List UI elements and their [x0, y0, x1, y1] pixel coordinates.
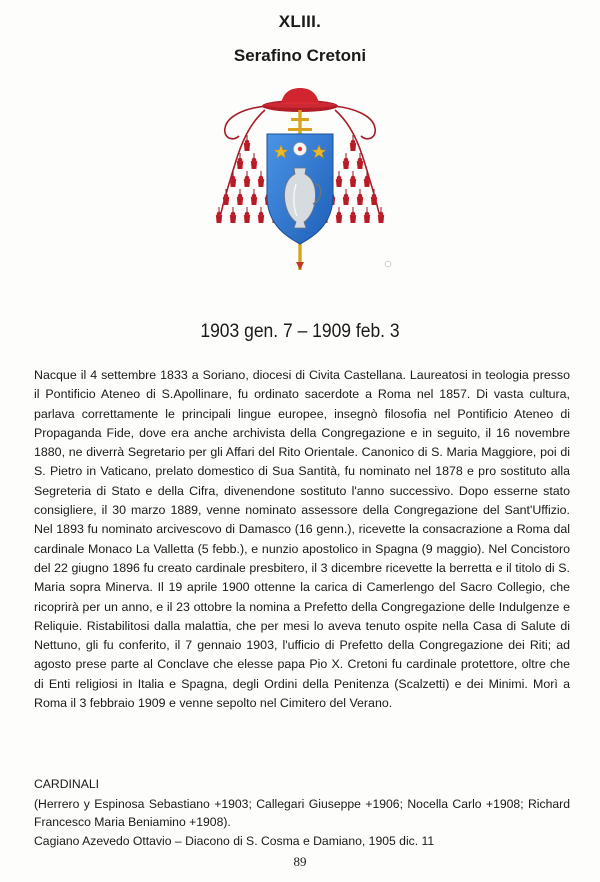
page-number: 89 [293, 854, 307, 869]
cardinali-deacon-line: Cagiano Azevedo Ottavio – Diacono di S. Cosma e Damiano, 1905 dic. 11 [34, 834, 435, 848]
cardinal-coat-of-arms-icon [205, 84, 395, 284]
biography-text: Nacque il 4 settembre 1833 a Soriano, diocesi di Civita Castellana. Laureatosi in teologia presso il Pontificio Ateneo di S.Apollinare, fu ordinato sacerdote a Roma nel 1857. Di vasta cultura, parlava correttamente le principali lingue europee, insegnò filosofia nel Pontificio Ateneo di Propaganda Fide, dove era anche archivista della Congregazione e in seguito, il 16 novembre 1880, ne diverrà Segretario per gli Affari del Rito Orientale. Canonico di S. Maria Maggiore, poi di S. Pietro in Vaticano, prelato domestico di Sua Santità, fu nominato nel 1878 e pro sostituto alla Segreteria di Stato e della Cifra, divenendone sostituto l'anno successivo. Dopo esserne stato consigliere, il 30 marzo 1889, venne nominato assessore della Congregazione del Sant'Uffizio. Nel 1893 fu nominato arcivescovo di Damasco (16 genn.), ricevette la consacrazione a Roma dal cardinale Monaco La Valletta (5 febb.), e nunzio apostolico in Spagna (9 maggio). Nel Concistoro del 22 giugno 1896 fu creato cardinale presbitero, il 3 dicembre ricevette la berretta e il titolo di S. Maria sopra Minerva. Il 19 aprile 1900 ottenne la carica di Camerlengo del Sacro Collegio, che ricoprirà per un anno, e il 23 ottobre la nomina a Prefetto della Congregazione delle Indulgenze e Reliquie. Ristabilitosi dalla malattia, che per mesi lo aveva tenuto ospite nella Casa di Salute di Nettuno, gli fu conferito, il 7 gennaio 1903, l'ufficio di Prefetto della Congregazione dei Riti; ad agosto prese parte al Conclave che elesse papa Pio X. Cretoni fu cardinale protettore, oltre che di Enti religiosi in Italia e Spagna, degli Ordini della Penitenza (Scalzetti) e dei Minimi. Morì a Roma il 3 febbraio 1909 e venne sepolto nel Cimitero del Verano. [34, 368, 570, 711]
cardinali-heading: CARDINALI [34, 777, 100, 791]
cardinali-list-line: (Herrero y Espinosa Sebastiano +1903; Callegari Giuseppe +1906; Nocella Carlo +1908; Richard Francesco Maria Beniamino +1908). [34, 797, 570, 829]
chapter-number: XLIII. [278, 12, 322, 31]
tenure-dates: 1903 gen. 7 – 1909 feb. 3 [200, 321, 400, 342]
cardinal-name: Serafino Cretoni [233, 46, 367, 65]
